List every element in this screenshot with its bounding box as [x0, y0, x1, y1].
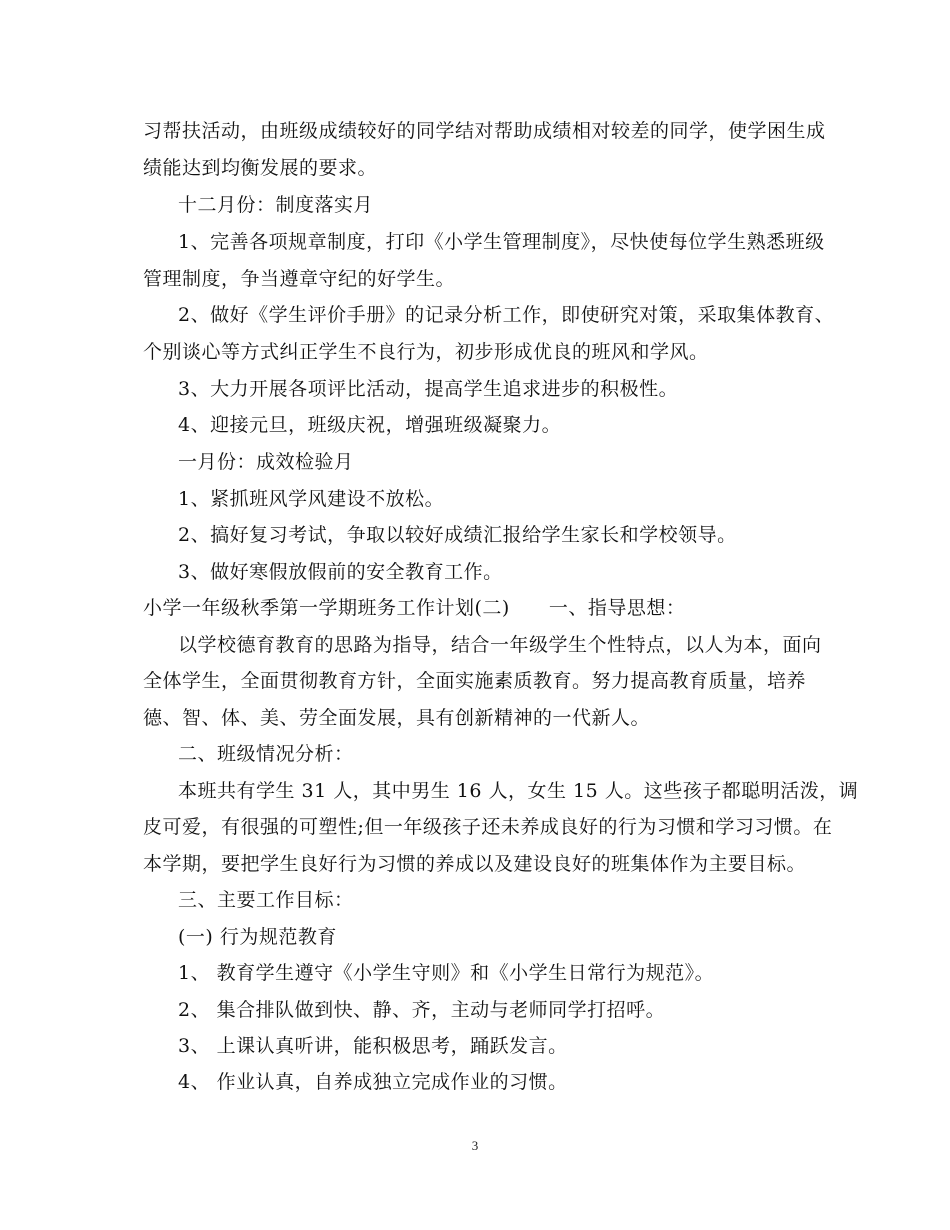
list-item: 1、 教育学生遵守《小学生守则》和《小学生日常行为规范》。: [178, 962, 715, 984]
paragraph-line: 1、紧抓班风学风建设不放松。: [178, 488, 445, 510]
list-item: 2、 集合排队做到快、静、齐，主动与老师同学打招呼。: [178, 999, 666, 1021]
paragraph-line: 个别谈心等方式纠正学生不良行为，初步形成优良的班风和学风。: [143, 341, 709, 363]
section-heading: 三、主要工作目标：: [178, 889, 354, 911]
paragraph-line: 3、大力开展各项评比活动，提高学生追求进步的积极性。: [178, 378, 679, 400]
page-number: 3: [471, 1138, 479, 1153]
paragraph-line: 2、搞好复习考试，争取以较好成绩汇报给学生家长和学校领导。: [178, 524, 737, 546]
subsection-heading: (一) 行为规范教育: [178, 926, 337, 948]
paragraph-line: 皮可爱，有很强的可塑性;但一年级孩子还未养成良好的行为习惯和学习习惯。在: [143, 816, 833, 838]
list-item: 3、 上课认真听讲，能积极思考，踊跃发言。: [178, 1035, 568, 1057]
list-item: 4、 作业认真，自养成独立完成作业的习惯。: [178, 1071, 568, 1093]
paragraph-line: 4、迎接元旦，班级庆祝，增强班级凝聚力。: [178, 414, 562, 436]
paragraph-line: 以学校德育教育的思路为指导，结合一年级学生个性特点，以人为本，面向: [178, 634, 822, 656]
paragraph-line: 本班共有学生 31 人，其中男生 16 人，女生 15 人。这些孩子都聪明活泼，调: [178, 780, 859, 802]
section-heading: 一月份：成效检验月: [178, 451, 354, 473]
paragraph-line: 2、做好《学生评价手册》的记录分析工作，即使研究对策，采取集体教育、: [178, 304, 835, 326]
paragraph-line: 绩能达到均衡发展的要求。: [143, 157, 378, 179]
paragraph-line: 全体学生，全面贯彻教育方针，全面实施素质教育。努力提高教育质量，培养: [143, 670, 807, 692]
paragraph-line: 本学期，要把学生良好行为习惯的养成以及建设良好的班集体作为主要目标。: [143, 853, 807, 875]
paragraph-line: 德、智、体、美、劳全面发展，具有创新精神的一代新人。: [143, 707, 651, 729]
paragraph-line: 3、做好寒假放假前的安全教育工作。: [178, 561, 503, 583]
paragraph-line: 1、完善各项规章制度，打印《小学生管理制度》，尽快使每位学生熟悉班级: [178, 231, 825, 253]
paragraph-line: 习帮扶活动，由班级成绩较好的同学结对帮助成绩相对较差的同学，使学困生成: [143, 120, 826, 142]
paragraph-line: 管理制度，争当遵章守纪的好学生。: [143, 268, 456, 290]
document-title-line: 小学一年级秋季第一学期班务工作计划(二) 一、指导思想：: [143, 597, 686, 619]
section-heading: 十二月份：制度落实月: [178, 194, 374, 216]
section-heading: 二、班级情况分析：: [178, 743, 354, 765]
